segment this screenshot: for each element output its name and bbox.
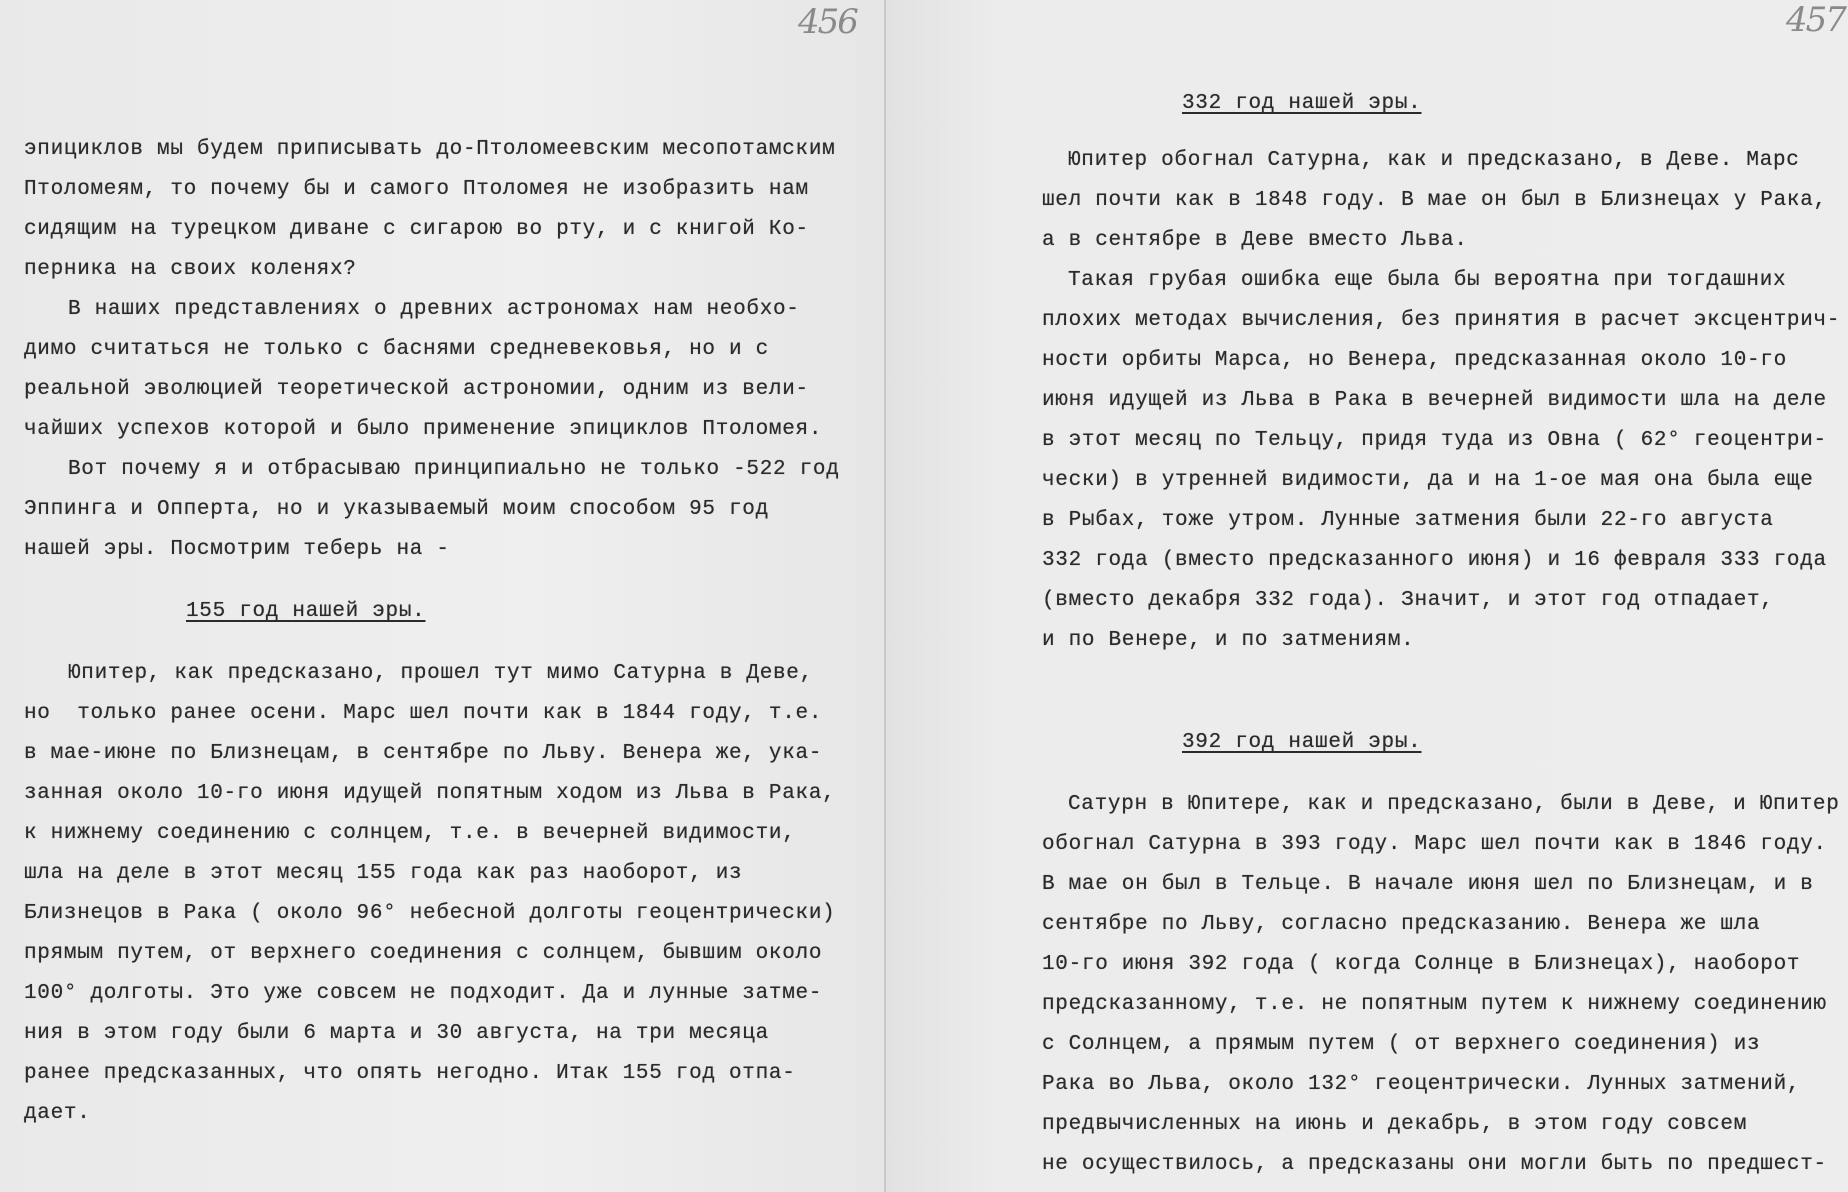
text-line: с Солнцем, а прямым путем ( от верхнего соединения) из [1042, 1033, 1761, 1056]
text-line: но только ранее осени. Марс шел почти как в 1844 году, т.е. [24, 702, 823, 725]
text-line: прямым путем, от верхнего соединения с солнцем, бывшим около [24, 942, 823, 965]
text-line: эпициклов мы будем приписывать до-Птоломеевским месопотамским [24, 138, 836, 161]
text-line: ния в этом году были 6 марта и 30 августа, на три месяца [24, 1022, 769, 1045]
text-line: шел почти как в 1848 году. В мае он был в Близнецах у Рака, [1042, 189, 1827, 212]
text-line: Рака во Льва, около 132° геоцентрически. Лунных затмений, [1042, 1073, 1801, 1096]
text-line: плохих методах вычисления, без принятия в расчет эксцентрич- [1042, 309, 1841, 332]
left-page [0, 0, 886, 1192]
text-line: Юпитер обогнал Сатурна, как и предсказано, в Деве. Марс [1068, 149, 1800, 172]
text-line: к нижнему соединению с солнцем, т.е. в вечерней видимости, [24, 822, 796, 845]
text-line: нашей эры. Посмотрим теберь на - [24, 538, 450, 561]
text-line: в этот месяц по Тельцу, придя туда из Овна ( 62° геоцентри- [1042, 429, 1827, 452]
text-line: предсказанному, т.е. не попятным путем к нижнему соединению [1042, 993, 1827, 1016]
text-line: чески) в утренней видимости, да и на 1-ое мая она была еще [1042, 469, 1814, 492]
text-line: чайших успехов которой и было применение эпициклов Птоломея. [24, 418, 823, 441]
text-line: перника на своих коленях? [24, 258, 357, 281]
left-page-text [24, 130, 874, 1134]
text-line: занная около 10-го июня идущей попятным ходом из Льва в Рака, [24, 782, 836, 805]
text-line: Сатурн в Юпитере, как и предсказано, были в Деве, и Юпитер [1068, 793, 1840, 816]
text-line: и по Венере, и по затмениям. [1042, 629, 1415, 652]
text-line: (вместо декабря 332 года). Значит, и этот год отпадает, [1042, 589, 1774, 612]
text-line: предвычисленных на июнь и декабрь, в этом году совсем [1042, 1113, 1748, 1136]
text-line: дает. [24, 1102, 91, 1125]
text-line: а в сентябре в Деве вместо Льва. [1042, 229, 1468, 252]
text-line: В мае он был в Тельце. В начале июня шел по Близнецам, и в [1042, 873, 1814, 896]
text-line: Юпитер, как предсказано, прошел тут мимо Сатурна в Деве, [68, 662, 813, 685]
text-line: 100° долготы. Это уже совсем не подходит. Да и лунные затме- [24, 982, 823, 1005]
text-line: шла на деле в этот месяц 155 года как раз наоборот, из [24, 862, 743, 885]
text-line: сентябре по Льву, согласно предсказанию. Венера же шла [1042, 913, 1761, 936]
text-line: 332 года (вместо предсказанного июня) и 16 февраля 333 года [1042, 549, 1827, 572]
text-line: не осуществилось, а предсказаны они могли быть по предшест- [1042, 1153, 1827, 1176]
text-line: сидящим на турецком диване с сигарою во рту, и с книгой Ко- [24, 218, 809, 241]
text-line: июня идущей из Льва в Рака в вечерней видимости шла на деле [1042, 389, 1827, 412]
text-line: ранее предсказанных, что опять негодно. Итак 155 год отпа- [24, 1062, 796, 1085]
text-line: Эппинга и Опперта, но и указываемый моим способом 95 год [24, 498, 769, 521]
text-line: Такая грубая ошибка еще была бы вероятна при тогдашних [1068, 269, 1787, 292]
text-line: димо считаться не только с баснями средневековья, но и с [24, 338, 769, 361]
text-line: В наших представлениях о древних астрономах нам необхо- [68, 298, 800, 321]
text-line: в Рыбах, тоже утром. Лунные затмения были 22-го августа [1042, 509, 1774, 532]
section-heading: 332 год нашей эры. [1182, 92, 1422, 115]
text-line: 10-го июня 392 года ( когда Солнце в Близнецах), наоборот [1042, 953, 1801, 976]
page-number-handwritten: 457 [1786, 0, 1845, 40]
text-line: реальной эволюцией теоретической астрономии, одним из вели- [24, 378, 809, 401]
text-line: Птоломеям, то почему бы и самого Птоломея не изобразить нам [24, 178, 809, 201]
text-line: Близнецов в Рака ( около 96° небесной долготы геоцентрически) [24, 902, 836, 925]
page-number-handwritten: 456 [798, 2, 857, 42]
right-page [886, 0, 1848, 1192]
text-line: Вот почему я и отбрасываю принципиально не только -522 год [68, 458, 840, 481]
right-page-text [1042, 84, 1842, 1185]
section-heading: 155 год нашей эры. [186, 600, 426, 623]
text-line: ности орбиты Марса, но Венера, предсказанная около 10-го [1042, 349, 1787, 372]
section-heading: 392 год нашей эры. [1182, 731, 1422, 754]
text-line: обогнал Сатурна в 393 году. Марс шел почти как в 1846 году. [1042, 833, 1827, 856]
text-line: в мае-июне по Близнецам, в сентябре по Льву. Венера же, ука- [24, 742, 823, 765]
